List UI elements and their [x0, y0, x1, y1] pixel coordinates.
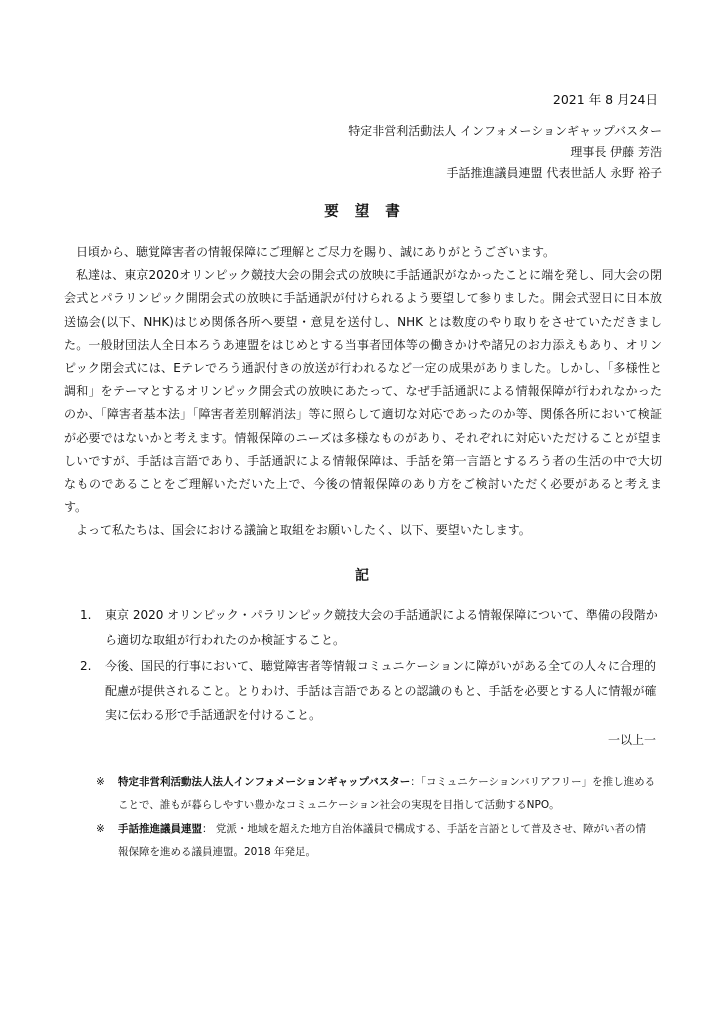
footnotes — [96, 771, 656, 865]
request-text: 東京 2020 オリンピック・パラリンピック競技大会の手話通訳による情報保障について、準備の段階から適切な取組が行われたのか検証すること。 — [105, 608, 658, 647]
body-paragraph: 私達は、東京2020オリンピック競技大会の開会式の放映に手話通訳がなかったことに端を発し、同大会の閉会式とパラリンピック開閉会式の放映に手話通訳が付けられるよう要望して参りました。開会式翌日に日本放送協会(以下、NHK)はじめ関係各所へ要望・意見を送付し、NHK とは数度のやり取りをさせていただきました。一般財団法人全日本ろうあ連盟をはじめとする当事者団体等の働きかけや諸兄のお力添えもあり、オリンピック閉会式には、Eテレでろう通訳付きの放送が行われるなど一定の成果がありました。しかし、「多様性と調和」をテーマとするオリンピック開会式の放映にあたって、なぜ手話通訳による情報保障が行われなかったのか、「障害者基本法」「障害者差別解消法」等に照らして適切な対応であったのか等、関係各所において検証が必要ではないかと考えます。情報保障のニーズは多様なものがあり、それぞれに対応いただけることが望ましいですが、手話は言語であり、手話通訳による情報保障は、手話を第一言語とするろう者の生活の中で大切なものであることをご理解いただいた上で、今後の情報保障のあり方をご検討いただく必要があると考えます。 — [64, 268, 662, 515]
footnote-mark: ※ — [96, 776, 105, 788]
footnote — [96, 771, 656, 817]
request-list — [80, 603, 662, 730]
footnote — [96, 818, 656, 864]
document-body — [64, 241, 662, 543]
sender-league-representative: 手話推進議員連盟 代表世話人 永野 裕子 — [446, 166, 662, 180]
document-title: 要望書 — [324, 204, 416, 220]
ki-heading: 記 — [355, 568, 369, 584]
footnote-text: ： 党派・地域を超えた地方自治体議員で構成する、手話を言語として普及させ、障がい者の情報保障を進める議員連盟。2018 年発足。 — [118, 823, 647, 858]
request-number: 2. — [80, 659, 92, 673]
sender-organization: 特定非営利活動法人 インフォメーションギャップバスター — [348, 124, 662, 138]
closing-mark: 一以上一 — [607, 733, 656, 747]
request-item — [80, 603, 662, 652]
sender-chairperson: 理事長 伊藤 芳浩 — [570, 145, 662, 159]
footnote-term: 特定非営利活動法人法人インフォメーションギャップバスター — [118, 776, 411, 788]
request-text: 今後、国民的行事において、聴覚障害者等情報コミュニケーションに障がいがある全ての人々に合理的配慮が提供されること。とりわけ、手話は言語であるとの認識のもと、手話を必要とする人に情報が確実に伝わる形で手話通訳を付けること。 — [105, 659, 657, 722]
request-number: 1. — [80, 608, 92, 622]
footnote-mark: ※ — [96, 823, 105, 835]
footnote-term: 手話推進議員連盟 — [118, 823, 202, 835]
body-paragraph: 日頃から、聴覚障害者の情報保障にご理解とご尽力を賜り、誠にありがとうございます。 — [76, 245, 556, 259]
document-date: 2021 年 8 月24日 — [552, 92, 658, 107]
body-paragraph: よって私たちは、国会における議論と取組をお願いしたく、以下、要望いたします。 — [76, 523, 531, 538]
request-item — [80, 654, 662, 728]
sender-block — [348, 121, 662, 184]
footnote-text: ：「コミュニケーションバリアフリー」を推し進めることで、誰もが暮らしやすい豊かなコミュニケーション社会の実現を目指して活動するNPO。 — [118, 776, 656, 811]
